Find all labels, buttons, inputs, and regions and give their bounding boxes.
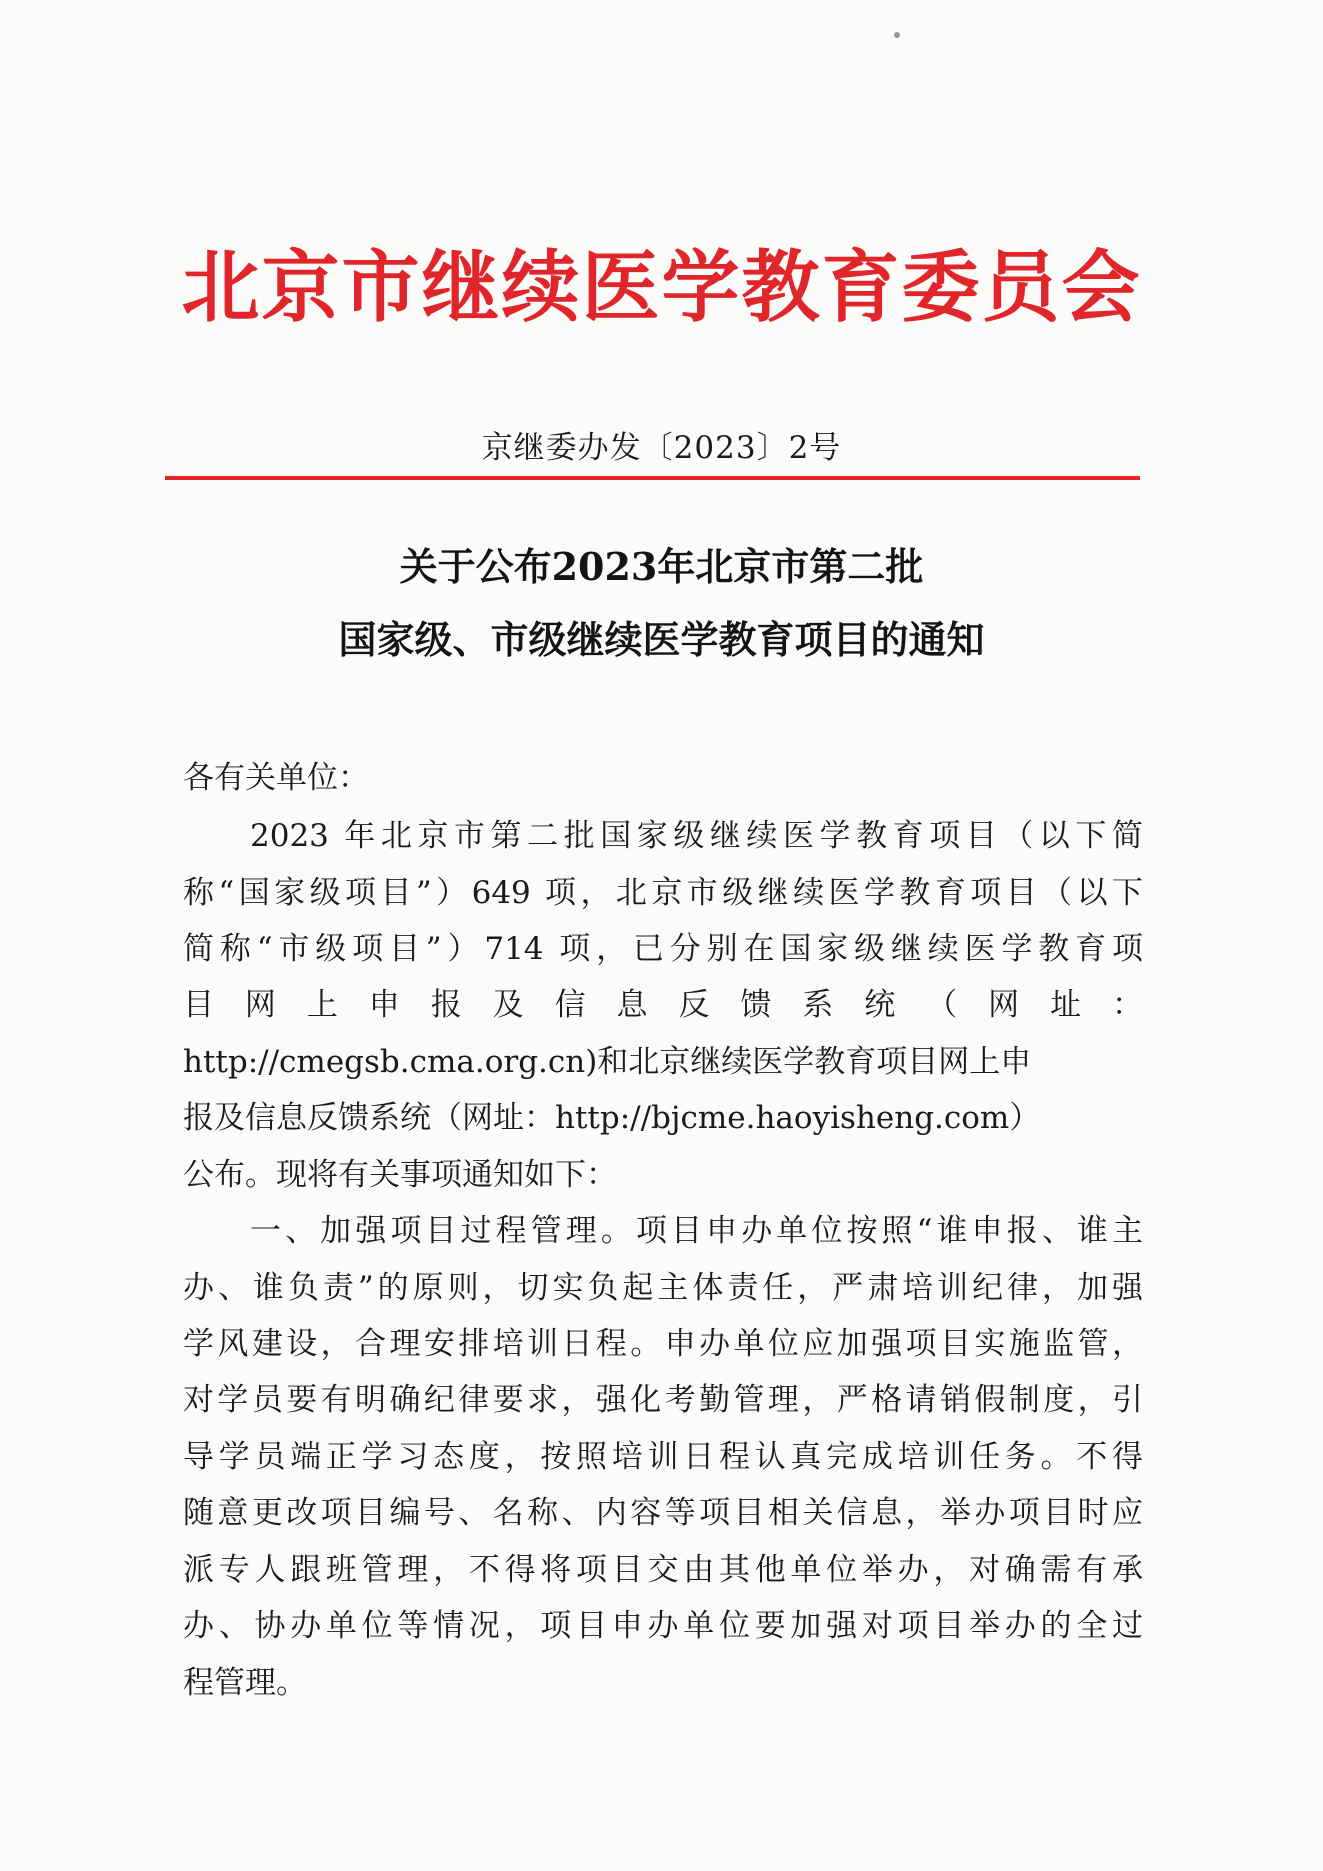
body-line: http://cmegsb.cma.org.cn)和北京继续医学教育项目网上申 — [183, 1044, 1032, 1080]
body-line: 2023 年北京市第二批国家级继续医学教育项目（以下简 — [250, 818, 1143, 854]
red-separator-line — [165, 476, 1140, 480]
document-number: 京继委办发〔2023〕2号 — [481, 430, 842, 466]
body-line: 对学员要有明确纪律要求，强化考勤管理，严格请销假制度，引 — [183, 1382, 1143, 1418]
body-line: 随意更改项目编号、名称、内容等项目相关信息，举办项目时应 — [183, 1495, 1143, 1531]
body-line: 程管理。 — [183, 1665, 307, 1701]
body-line: 称“国家级项目”）649 项，北京市级继续医学教育项目（以下 — [183, 875, 1143, 911]
body-line: 办、谁负责”的原则，切实负起主体责任，严肃培训纪律，加强 — [183, 1270, 1143, 1306]
scan-speck — [894, 32, 900, 38]
body-line: 学风建设，合理安排培训日程。申办单位应加强项目实施监管， — [183, 1326, 1143, 1362]
body-line: 报及信息反馈系统（网址：http://bjcme.haoyisheng.com） — [183, 1100, 1041, 1136]
body-line: 目 网 上 申 报 及 信 息 反 馈 系 统 （ 网 址 ： — [183, 987, 1143, 1023]
body-line: 导学员端正学习态度，按照培训日程认真完成培训任务。不得 — [183, 1439, 1143, 1475]
body-line: 一、加强项目过程管理。项目申办单位按照“谁申报、谁主 — [250, 1213, 1143, 1249]
body-line: 公布。现将有关事项通知如下： — [183, 1157, 617, 1193]
notice-title-line-2: 国家级、市级继续医学教育项目的通知 — [338, 617, 985, 662]
body-line: 简称“市级项目”）714 项，已分别在国家级继续医学教育项 — [183, 931, 1143, 967]
salutation: 各有关单位： — [183, 760, 369, 796]
body-line: 办、协办单位等情况，项目申办单位要加强对项目举办的全过 — [183, 1608, 1143, 1644]
body-line: 派专人跟班管理，不得将项目交由其他单位举办，对确需有承 — [183, 1552, 1143, 1588]
notice-title-line-1: 关于公布2023年北京市第二批 — [399, 544, 924, 589]
issuing-organization-title: 北京市继续医学教育委员会 — [181, 242, 1142, 333]
